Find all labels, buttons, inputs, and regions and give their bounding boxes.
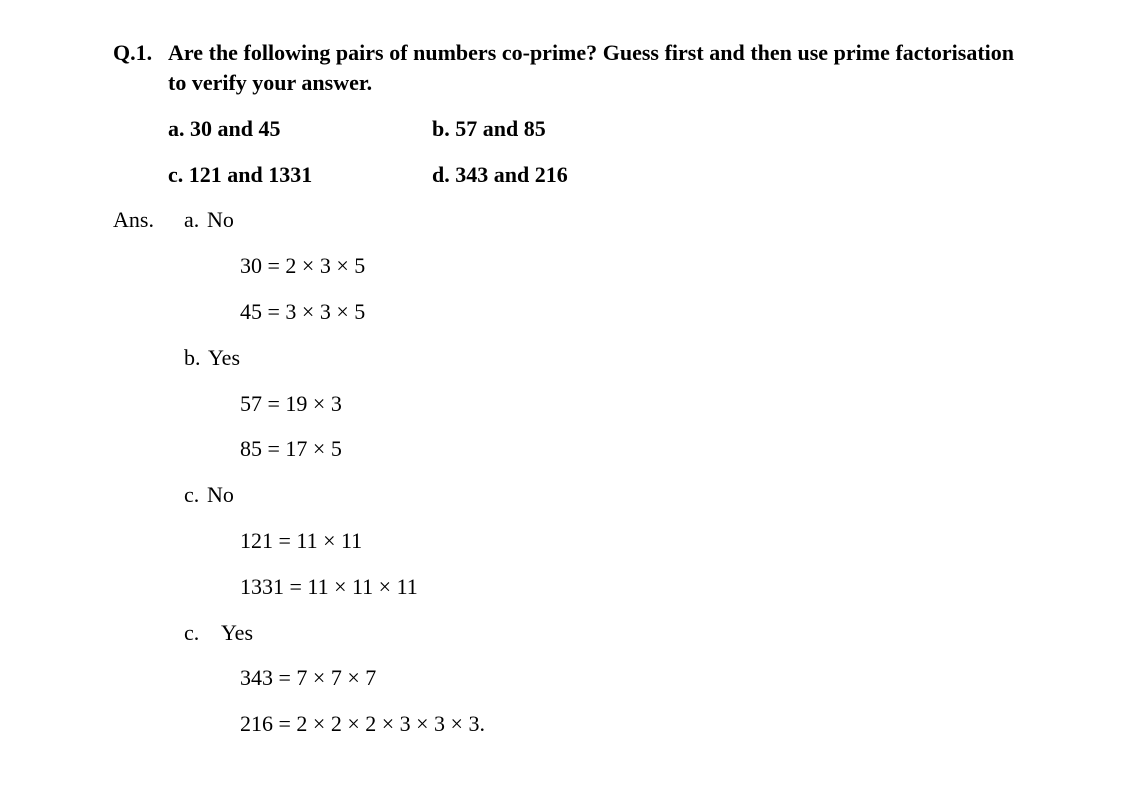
- question-text: Are the following pairs of numbers co-prime? Guess first and then use prime factorisation to verify your answer.: [168, 40, 1014, 95]
- part-verdict: No: [207, 207, 234, 232]
- factorisation-line: 30 = 2 × 3 × 5: [240, 253, 366, 278]
- factorisation-line: 343 = 7 × 7 × 7: [240, 665, 377, 690]
- part-letter: c.: [184, 482, 200, 507]
- part-verdict: Yes: [208, 345, 241, 370]
- option-a: a. 30 and 45: [168, 116, 281, 141]
- part-letter: b.: [184, 345, 201, 370]
- part-verdict: No: [207, 482, 234, 507]
- option-c: c. 121 and 1331: [168, 162, 313, 187]
- option-b: b. 57 and 85: [432, 116, 546, 141]
- question-number: Q.1.: [113, 40, 153, 65]
- factorisation-line: 121 = 11 × 11: [240, 528, 363, 553]
- part-letter: a.: [184, 207, 200, 232]
- option-d: d. 343 and 216: [432, 162, 568, 187]
- factorisation-line: 1331 = 11 × 11 × 11: [240, 574, 418, 599]
- part-verdict: Yes: [221, 620, 254, 645]
- factorisation-line: 216 = 2 × 2 × 2 × 3 × 3 × 3.: [240, 711, 485, 736]
- factorisation-line: 85 = 17 × 5: [240, 436, 342, 461]
- factorisation-line: 45 = 3 × 3 × 5: [240, 299, 366, 324]
- factorisation-line: 57 = 19 × 3: [240, 391, 342, 416]
- part-letter: c.: [184, 620, 200, 645]
- answer-label: Ans.: [113, 207, 154, 232]
